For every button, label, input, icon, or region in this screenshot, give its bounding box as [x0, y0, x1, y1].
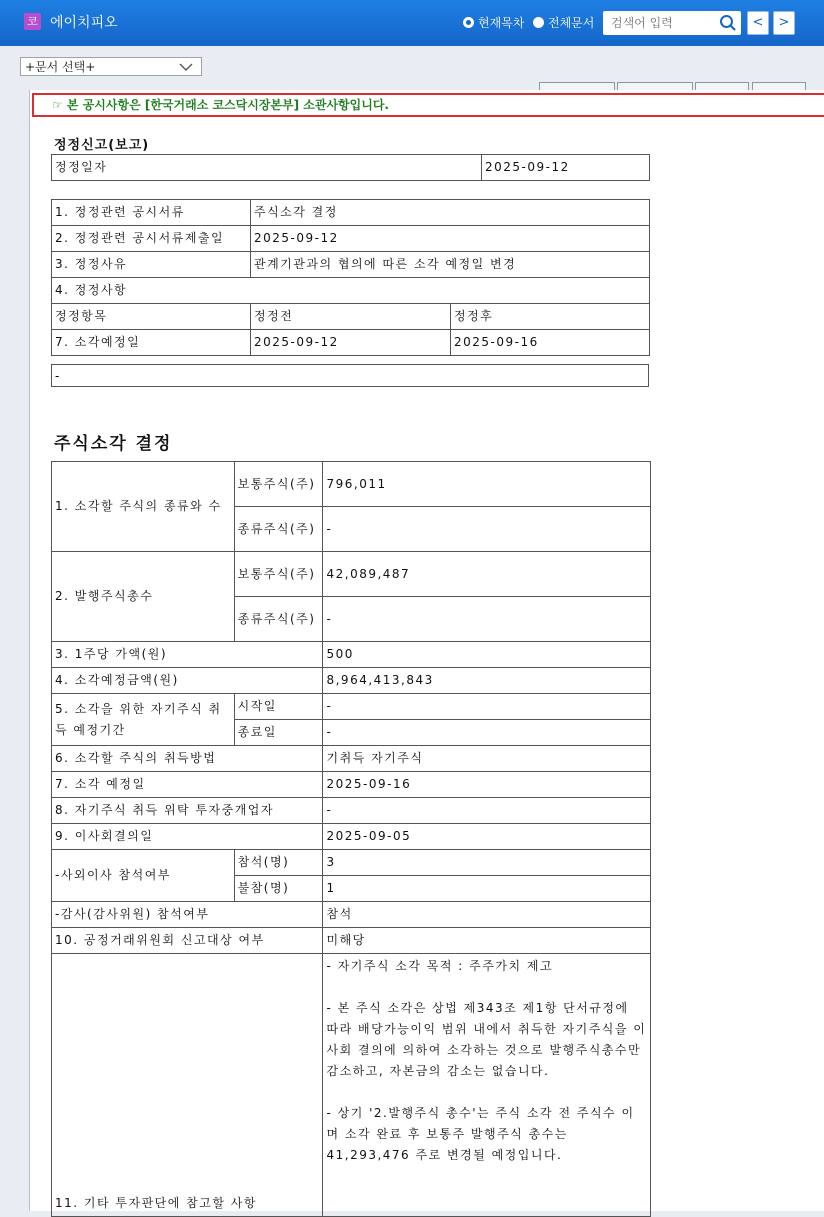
table-cell: 8,964,413,843: [323, 668, 651, 694]
radio-current-toc[interactable]: [463, 14, 524, 31]
table-row: [52, 954, 651, 1217]
table-cell: 4. 정정사항: [52, 278, 650, 304]
table-cell: -: [323, 798, 651, 824]
table-cell: 5. 소각을 위한 자기주식 취득 예정기간: [52, 694, 235, 746]
table-cell: 관계기관과의 협의에 따른 소각 예정일 변경: [251, 252, 650, 278]
search-icon[interactable]: [719, 14, 737, 36]
document-select-label: +문서 선택+: [25, 60, 96, 74]
table-cell: 2. 발행주식총수: [52, 552, 235, 642]
next-button[interactable]: >: [773, 11, 795, 35]
table-row: [52, 462, 651, 507]
correction-date-table: [51, 154, 650, 181]
table-cell: 2025-09-12: [251, 330, 451, 356]
table-row: [52, 824, 651, 850]
prev-button[interactable]: <: [747, 11, 769, 35]
table-cell: 7. 소각 예정일: [52, 772, 323, 798]
table-cell: 42,089,487: [323, 552, 651, 597]
table-cell: 796,011: [323, 462, 651, 507]
main-title: 주식소각 결정: [54, 434, 173, 454]
table-row: [52, 772, 651, 798]
table-row: [52, 552, 651, 597]
table-cell: 보통주식(주): [234, 462, 323, 507]
table-row: [52, 668, 651, 694]
table-row: [52, 200, 650, 226]
correction-title: 정정신고(보고): [54, 138, 150, 153]
table-cell: 보통주식(주): [234, 552, 323, 597]
table-cell: 1. 정정관련 공시서류: [52, 200, 251, 226]
table-cell: 기취득 자기주식: [323, 746, 651, 772]
table-cell: 11. 기타 투자판단에 참고할 사항: [52, 954, 323, 1217]
correction-date-label: 정정일자: [52, 155, 482, 181]
document-viewer: [29, 90, 824, 1211]
table-cell: 500: [323, 642, 651, 668]
table-cell: 주식소각 결정: [251, 200, 650, 226]
table-cell: 종류주식(주): [234, 597, 323, 642]
table-cell: 6. 소각할 주식의 취득방법: [52, 746, 323, 772]
table-row: [52, 252, 650, 278]
share-cancellation-table: [51, 461, 651, 1217]
table-cell: -: [323, 720, 651, 746]
document-select[interactable]: [20, 57, 202, 76]
table-cell: 9. 이사회결의일: [52, 824, 323, 850]
table-cell: 종료일: [234, 720, 323, 746]
table-cell: -: [323, 694, 651, 720]
table-cell: 3. 1주당 가액(원): [52, 642, 323, 668]
radio-whole-doc[interactable]: [533, 14, 594, 31]
table-row: [52, 694, 651, 720]
correction-memo: -: [51, 364, 649, 387]
table-cell: 1: [323, 876, 651, 902]
table-cell: 8. 자기주식 취득 위탁 투자중개업자: [52, 798, 323, 824]
table-cell: -: [323, 507, 651, 552]
table-row: [52, 226, 650, 252]
table-row: [52, 746, 651, 772]
table-cell: 2025-09-16: [323, 772, 651, 798]
table-cell: 7. 소각예정일: [52, 330, 251, 356]
table-cell: -감사(감사위원) 참석여부: [52, 902, 323, 928]
table-cell: 시작일: [234, 694, 323, 720]
table-cell: 1. 소각할 주식의 종류와 수: [52, 462, 235, 552]
column-header: 정정전: [251, 304, 451, 330]
table-cell: 미해당: [323, 928, 651, 954]
table-cell: 참석(명): [234, 850, 323, 876]
table-cell: 3: [323, 850, 651, 876]
column-header: 정정항목: [52, 304, 251, 330]
table-cell: 종류주식(주): [234, 507, 323, 552]
table-row: [52, 798, 651, 824]
company-logo-icon: 코: [24, 13, 41, 30]
correction-detail-table: [51, 199, 650, 356]
table-cell: 10. 공정거래위원회 신고대상 여부: [52, 928, 323, 954]
column-header: 정정후: [451, 304, 650, 330]
radio-unselected-icon: [533, 17, 544, 28]
table-cell: - 자기주식 소각 목적 : 주주가치 제고 - 본 주식 소각은 상법 제343조 제1항 단서규정에 따라 배당가능이익 범위 내에서 취득한 자기주식을 이사회 결의에 의하여 소각하는 것으로 발행주식총수만 감소하고, 자본금의 감소는 없습니다. - 상기 '2.발행주식 총수'는 주식 소각 전 주식수 이며 소각 완료 후 보통주 발행주식 총수는 41,293,476 주로 변경될 예정입니다.: [323, 954, 651, 1217]
top-bar: [0, 0, 824, 46]
table-cell: 2. 정정관련 공시서류제출일: [52, 226, 251, 252]
table-header-row: [52, 304, 650, 330]
search-input[interactable]: [609, 11, 721, 35]
table-cell: 4. 소각예정금액(원): [52, 668, 323, 694]
table-cell: 2025-09-05: [323, 824, 651, 850]
search-box: [603, 11, 741, 35]
table-cell: 불참(명): [234, 876, 323, 902]
table-cell: 2025-09-12: [251, 226, 650, 252]
radio-current-label: 현재목차: [478, 16, 525, 30]
table-row: [52, 642, 651, 668]
table-cell: 2025-09-16: [451, 330, 650, 356]
table-cell: 참석: [323, 902, 651, 928]
correction-date-value: 2025-09-12: [482, 155, 650, 181]
table-row: [52, 850, 651, 876]
table-row: [52, 902, 651, 928]
radio-all-label: 전체문서: [548, 16, 595, 30]
radio-selected-icon: [463, 17, 474, 28]
table-cell: -사외이사 참석여부: [52, 850, 235, 902]
table-row: [52, 278, 650, 304]
notice-banner: ☞ 본 공시사항은 [한국거래소 코스닥시장본부] 소관사항입니다.: [32, 93, 824, 117]
table-row: [52, 928, 651, 954]
table-cell: -: [323, 597, 651, 642]
chevron-down-icon: [179, 60, 193, 79]
table-row: [52, 330, 650, 356]
company-title: 에이치피오: [50, 15, 118, 31]
table-cell: 3. 정정사유: [52, 252, 251, 278]
